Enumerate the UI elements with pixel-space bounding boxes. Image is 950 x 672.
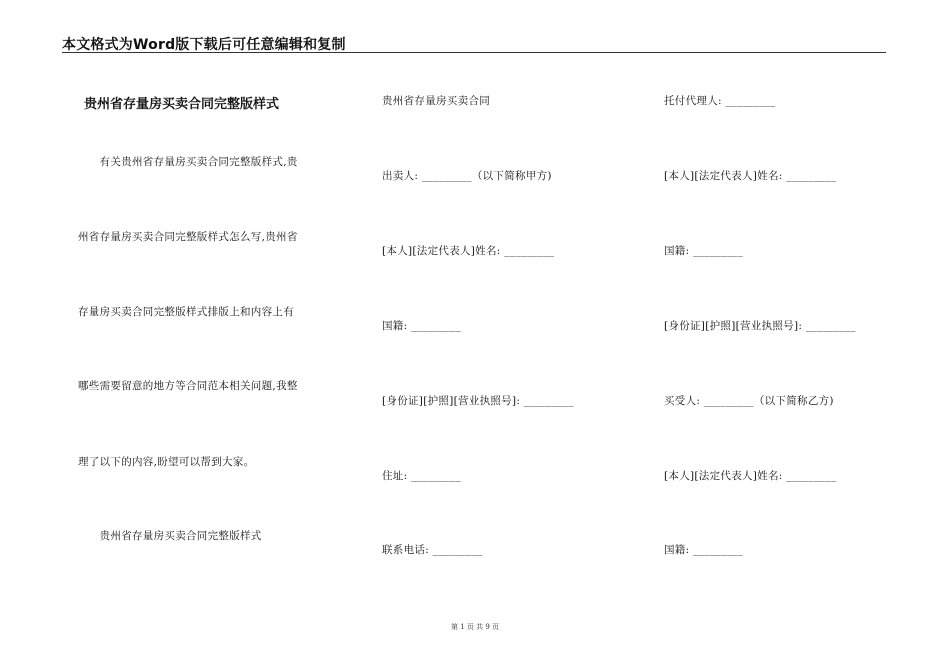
page-number: 第 1 页 共 9 页 bbox=[450, 623, 500, 631]
column3-line: [本人][法定代表人]姓名: _________ bbox=[664, 170, 837, 182]
header-divider bbox=[62, 52, 886, 53]
column3-line: 买受人: _________（以下简称乙方) bbox=[664, 395, 834, 407]
column3-line: 托付代理人: _________ bbox=[664, 95, 776, 107]
column2-line: 国籍: _________ bbox=[382, 320, 462, 332]
column2-line: 住址: _________ bbox=[382, 470, 462, 482]
column2-line: 贵州省存量房买卖合同 bbox=[382, 95, 490, 107]
column2-line: 出卖人: _________（以下简称甲方) bbox=[382, 170, 552, 182]
column3-line: [身份证][护照][营业执照号]: _________ bbox=[664, 320, 856, 332]
column2-line: [身份证][护照][营业执照号]: _________ bbox=[382, 395, 574, 407]
column3-line: 国籍: _________ bbox=[664, 544, 744, 556]
column1-line: 理了以下的内容,盼望可以帮到大家。 bbox=[78, 456, 255, 468]
column2-line: 联系电话: _________ bbox=[382, 544, 483, 556]
column3-line: 国籍: _________ bbox=[664, 245, 744, 257]
document-title: 贵州省存量房买卖合同完整版样式 bbox=[84, 97, 280, 112]
column3-line: [本人][法定代表人]姓名: _________ bbox=[664, 470, 837, 482]
column1-line: 哪些需要留意的地方等合同范本相关问题,我整 bbox=[78, 380, 298, 392]
column1-line: 有关贵州省存量房买卖合同完整版样式,贵 bbox=[78, 156, 298, 168]
column2-line: [本人][法定代表人]姓名: _________ bbox=[382, 245, 555, 257]
header-title: 本文格式为Word版下载后可任意编辑和复制 bbox=[62, 37, 346, 53]
column1-line: 存量房买卖合同完整版样式排版上和内容上有 bbox=[78, 306, 294, 318]
column1-line: 贵州省存量房买卖合同完整版样式 bbox=[78, 530, 262, 542]
column1-line: 州省存量房买卖合同完整版样式怎么写,贵州省 bbox=[78, 231, 298, 243]
